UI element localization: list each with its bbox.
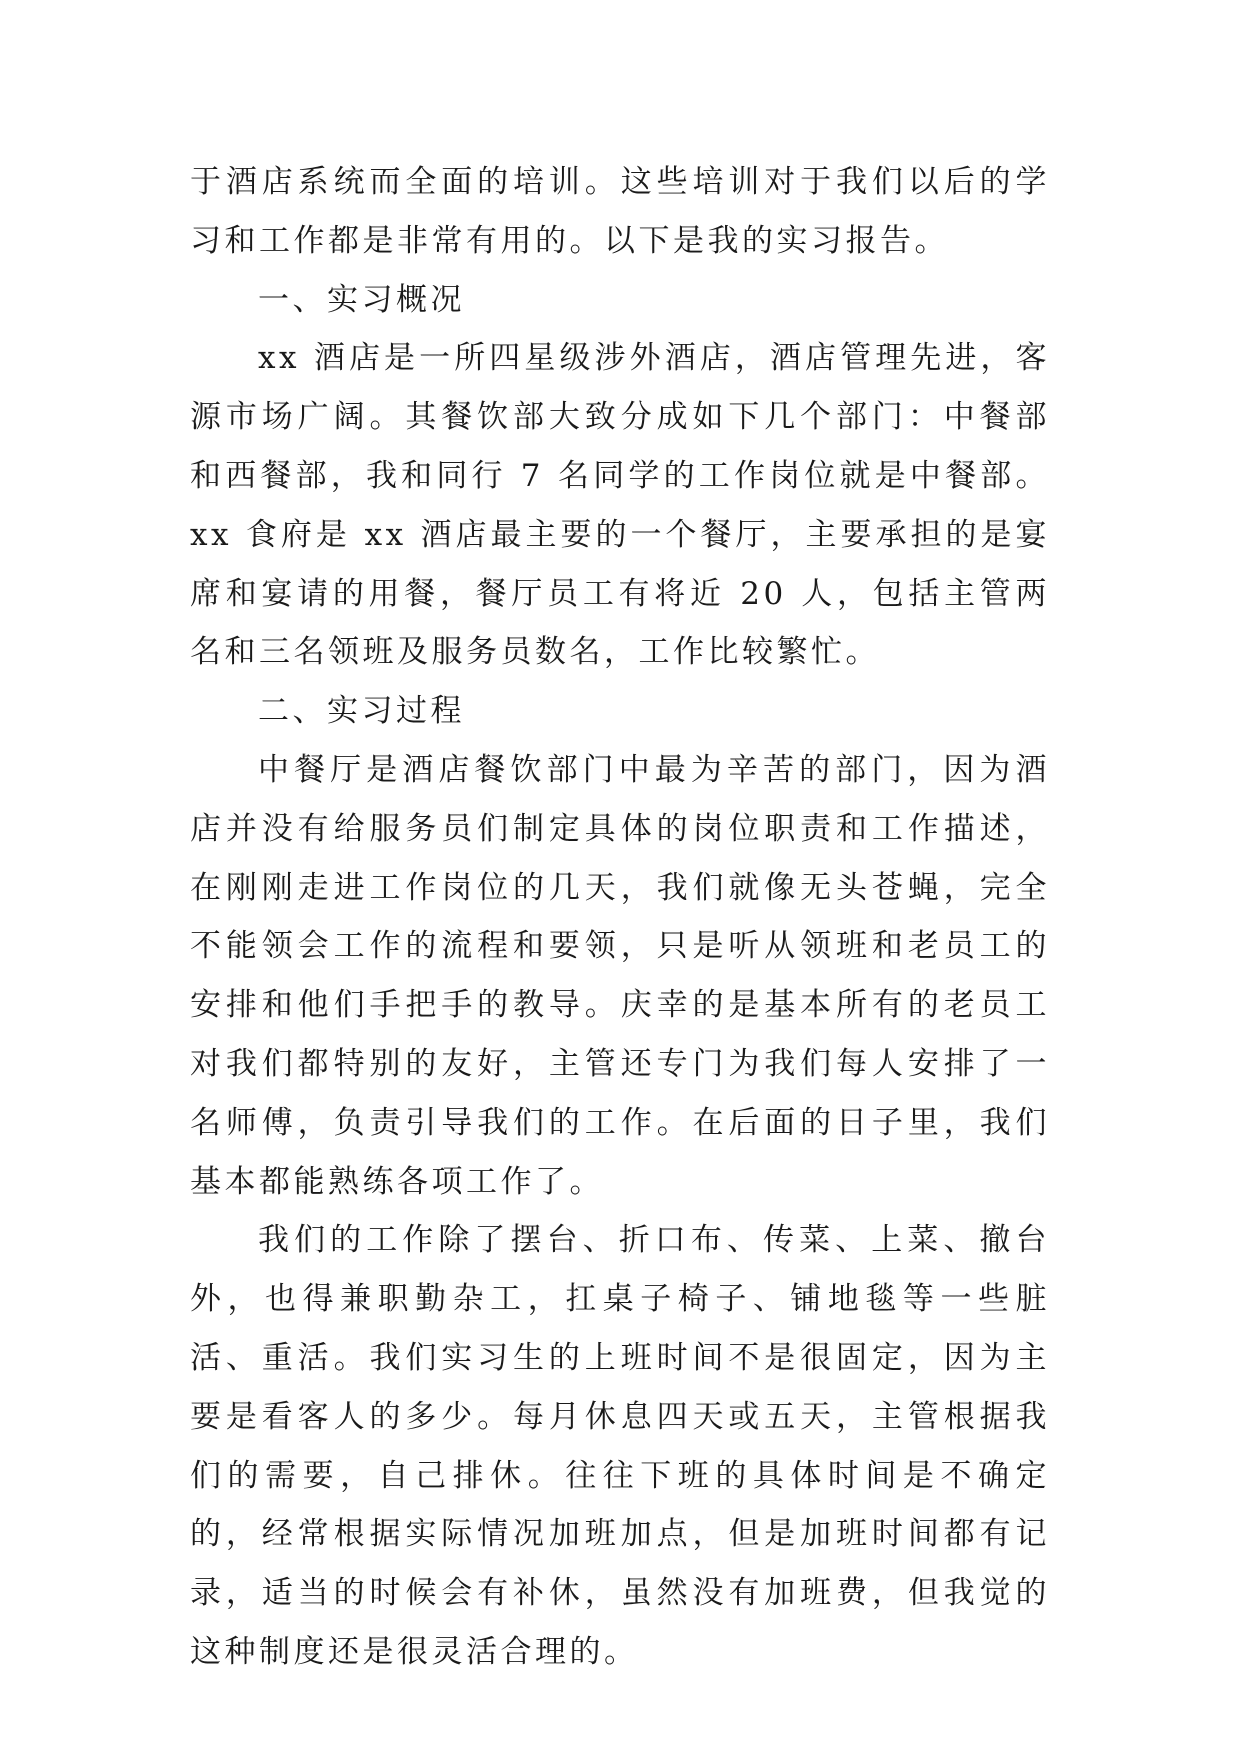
- document-body: [190, 153, 1050, 1682]
- paragraph-work-duties: 我们的工作除了摆台、折口布、传菜、上菜、撤台外，也得兼职勤杂工，扛桌子椅子、铺地毯等一些脏活、重活。我们实习生的上班时间不是很固定，因为主要是看客人的多少。每月休息四天或五天，主管根据我们的需要，自己排休。往往下班的具体时间是不确定的，经常根据实际情况加班加点，但是加班时间都有记录，适当的时候会有补休，虽然没有加班费，但我觉的这种制度还是很灵活合理的。: [190, 1222, 1050, 1670]
- paragraph-work-process: 中餐厅是酒店餐饮部门中最为辛苦的部门，因为酒店并没有给服务员们制定具体的岗位职责和工作描述，在刚刚走进工作岗位的几天，我们就像无头苍蝇，完全不能领会工作的流程和要领，只是听从领班和老员工的安排和他们手把手的教导。庆幸的是基本所有的老员工对我们都特别的友好，主管还专门为我们每人安排了一名师傅，负责引导我们的工作。在后面的日子里，我们基本都能熟练各项工作了。: [190, 751, 1050, 1200]
- paragraph-continuation: 于酒店系统而全面的培训。这些培训对于我们以后的学习和工作都是非常有用的。以下是我的实习报告。: [190, 164, 1050, 259]
- paragraph-hotel-overview: xx 酒店是一所四星级涉外酒店，酒店管理先进，客源市场广阔。其餐饮部大致分成如下几个部门：中餐部和西餐部，我和同行 7 名同学的工作岗位就是中餐部。xx 食府是 xx 酒店最主要的一个餐厅，主要承担的是宴席和宴请的用餐，餐厅员工有将近 20 人，包括主管两名和三名领班及服务员数名，工作比较繁忙。: [190, 340, 1050, 671]
- section-heading-process: 二、实习过程: [258, 693, 465, 730]
- section-heading-overview: 一、实习概况: [258, 281, 465, 318]
